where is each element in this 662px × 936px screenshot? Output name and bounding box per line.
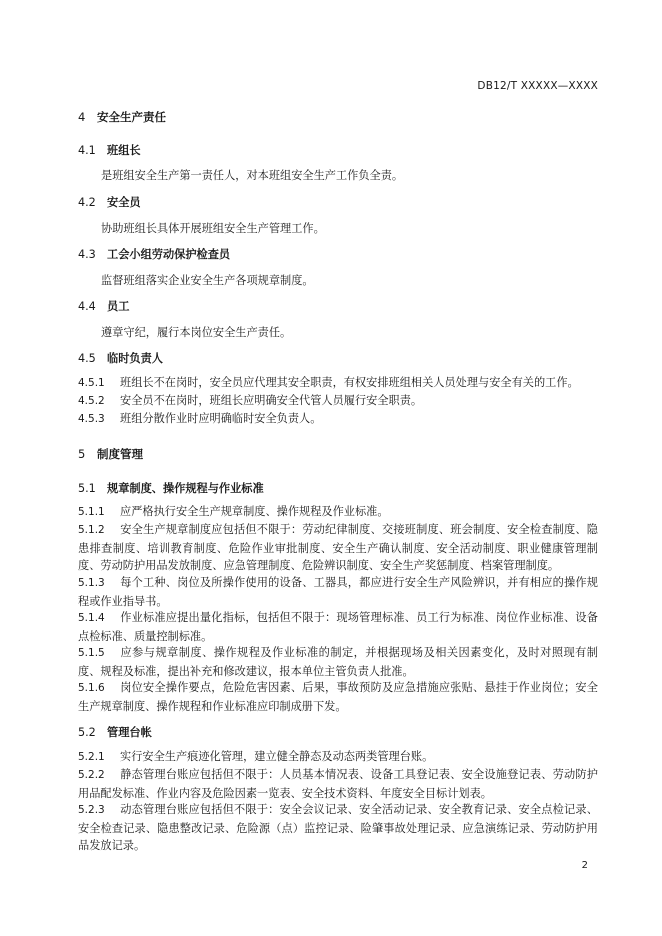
clause-5-2-3 bbox=[78, 801, 598, 855]
clause-5-2-1 bbox=[78, 748, 598, 767]
clause-number: 5.1.4 bbox=[78, 612, 105, 624]
clause-text: 岗位安全操作要点，危险危害因素、后果，事故预防及应急措施应张贴、悬挂于作业岗位；安全生产规章制度、操作规程和作业标准应印制成册下发。 bbox=[78, 681, 598, 713]
clause-5-1-5 bbox=[78, 644, 598, 680]
clause-number: 5.1.6 bbox=[78, 682, 105, 694]
clause-text: 作业标准应提出量化指标，包括但不限于：现场管理标准、员工行为标准、岗位作业标准、设备点检标准、质量控制标准。 bbox=[78, 611, 598, 643]
clause-text: 动态管理台账应包括但不限于：安全会议记录、安全活动记录、安全教育记录、安全点检记录、安全检查记录、隐患整改记录、危险源（点）监控记录、险肇事故处理记录、应急演练记录、劳动防护用品发放记录。 bbox=[78, 803, 598, 852]
clause-5-1-4 bbox=[78, 609, 598, 645]
subsection-number: 4.2 bbox=[78, 196, 96, 209]
clause-number: 4.5.1 bbox=[78, 377, 105, 389]
subsection-title: 临时负责人 bbox=[107, 352, 163, 365]
clause-number: 5.1.1 bbox=[78, 506, 105, 518]
clause-number: 5.1.3 bbox=[78, 577, 105, 589]
subsection-heading-4-3 bbox=[78, 246, 230, 262]
clause-5-1-2 bbox=[78, 521, 598, 575]
subsection-title: 安全员 bbox=[107, 196, 141, 209]
paragraph-4-1: 是班组安全生产第一责任人，对本班组安全生产工作负全责。 bbox=[101, 169, 404, 182]
section-title: 安全生产责任 bbox=[97, 110, 166, 124]
subsection-title: 工会小组劳动保护检查员 bbox=[107, 248, 231, 261]
subsection-number: 4.5 bbox=[78, 352, 96, 365]
clause-5-1-6 bbox=[78, 679, 598, 715]
clause-number: 5.2.1 bbox=[78, 751, 105, 763]
clause-text: 应参与规章制度、操作规程及作业标准的制定，并根据现场及相关因素变化，及时对照现有制度、规程及标准，提出补充和修改建议，报本单位主管负责人批准。 bbox=[78, 646, 598, 678]
subsection-title: 班组长 bbox=[107, 144, 141, 157]
clause-4-5-2 bbox=[78, 392, 598, 411]
subsection-heading-5-2 bbox=[78, 724, 152, 740]
clause-5-2-2 bbox=[78, 766, 598, 802]
subsection-heading-4-2 bbox=[78, 194, 141, 210]
section-title: 制度管理 bbox=[97, 447, 143, 461]
clause-text: 每个工种、岗位及所操作使用的设备、工器具，都应进行安全生产风险辨识，并有相应的操作规程或作业指导书。 bbox=[78, 576, 598, 608]
clause-text: 班组分散作业时应明确临时安全负责人。 bbox=[120, 412, 322, 425]
subsection-number: 5.2 bbox=[78, 726, 96, 739]
section-heading-4 bbox=[78, 109, 166, 125]
clause-text: 安全员不在岗时，班组长应明确安全代管人员履行安全职责。 bbox=[120, 394, 423, 407]
clause-number: 5.2.2 bbox=[78, 769, 105, 781]
clause-number: 5.2.3 bbox=[78, 804, 105, 816]
subsection-title: 规章制度、操作规程与作业标准 bbox=[107, 482, 264, 495]
subsection-number: 4.3 bbox=[78, 248, 96, 261]
subsection-heading-4-1 bbox=[78, 142, 141, 158]
section-heading-5 bbox=[78, 446, 143, 462]
subsection-heading-4-5 bbox=[78, 350, 163, 366]
clause-text: 应严格执行安全生产规章制度、操作规程及作业标准。 bbox=[120, 505, 389, 518]
clause-number: 4.5.2 bbox=[78, 395, 105, 407]
clause-text: 实行安全生产痕迹化管理，建立健全静态及动态两类管理台账。 bbox=[120, 750, 434, 763]
subsection-heading-4-4 bbox=[78, 298, 129, 314]
clause-5-1-3 bbox=[78, 574, 598, 610]
subsection-heading-5-1 bbox=[78, 480, 264, 496]
clause-text: 静态管理台账应包括但不限于：人员基本情况表、设备工具登记表、安全设施登记表、劳动防护用品配发标准、作业内容及危险因素一览表、安全技术资料、年度安全目标计划表。 bbox=[78, 768, 598, 800]
clause-4-5-3 bbox=[78, 410, 598, 429]
paragraph-4-3: 监督班组落实企业安全生产各项规章制度。 bbox=[101, 274, 314, 287]
paragraph-4-2: 协助班组长具体开展班组安全生产管理工作。 bbox=[101, 222, 325, 235]
clause-4-5-1 bbox=[78, 374, 598, 393]
subsection-number: 4.1 bbox=[78, 144, 96, 157]
page-number: 2 bbox=[581, 860, 588, 871]
clause-number: 4.5.3 bbox=[78, 413, 105, 425]
clause-number: 5.1.2 bbox=[78, 524, 105, 536]
clause-text: 班组长不在岗时，安全员应代理其安全职责，有权安排班组相关人员处理与安全有关的工作。 bbox=[120, 376, 579, 389]
clause-number: 5.1.5 bbox=[78, 647, 105, 659]
subsection-title: 管理台帐 bbox=[107, 726, 152, 739]
clause-text: 安全生产规章制度应包括但不限于：劳动纪律制度、交接班制度、班会制度、安全检查制度、隐患排查制度、培训教育制度、危险作业审批制度、安全生产确认制度、安全活动制度、职业健康管理制度、劳动防护用品发放制度、应急管理制度、危险辨识制度、安全生产奖惩制度、档案管理制度。 bbox=[78, 523, 598, 572]
subsection-number: 5.1 bbox=[78, 482, 96, 495]
clause-5-1-1 bbox=[78, 503, 598, 522]
document-code: DB12/T XXXXX—XXXX bbox=[477, 80, 598, 92]
subsection-number: 4.4 bbox=[78, 300, 96, 313]
subsection-title: 员工 bbox=[107, 300, 130, 313]
section-number: 4 bbox=[78, 110, 86, 124]
paragraph-4-4: 遵章守纪，履行本岗位安全生产责任。 bbox=[101, 326, 292, 339]
section-number: 5 bbox=[78, 447, 86, 461]
